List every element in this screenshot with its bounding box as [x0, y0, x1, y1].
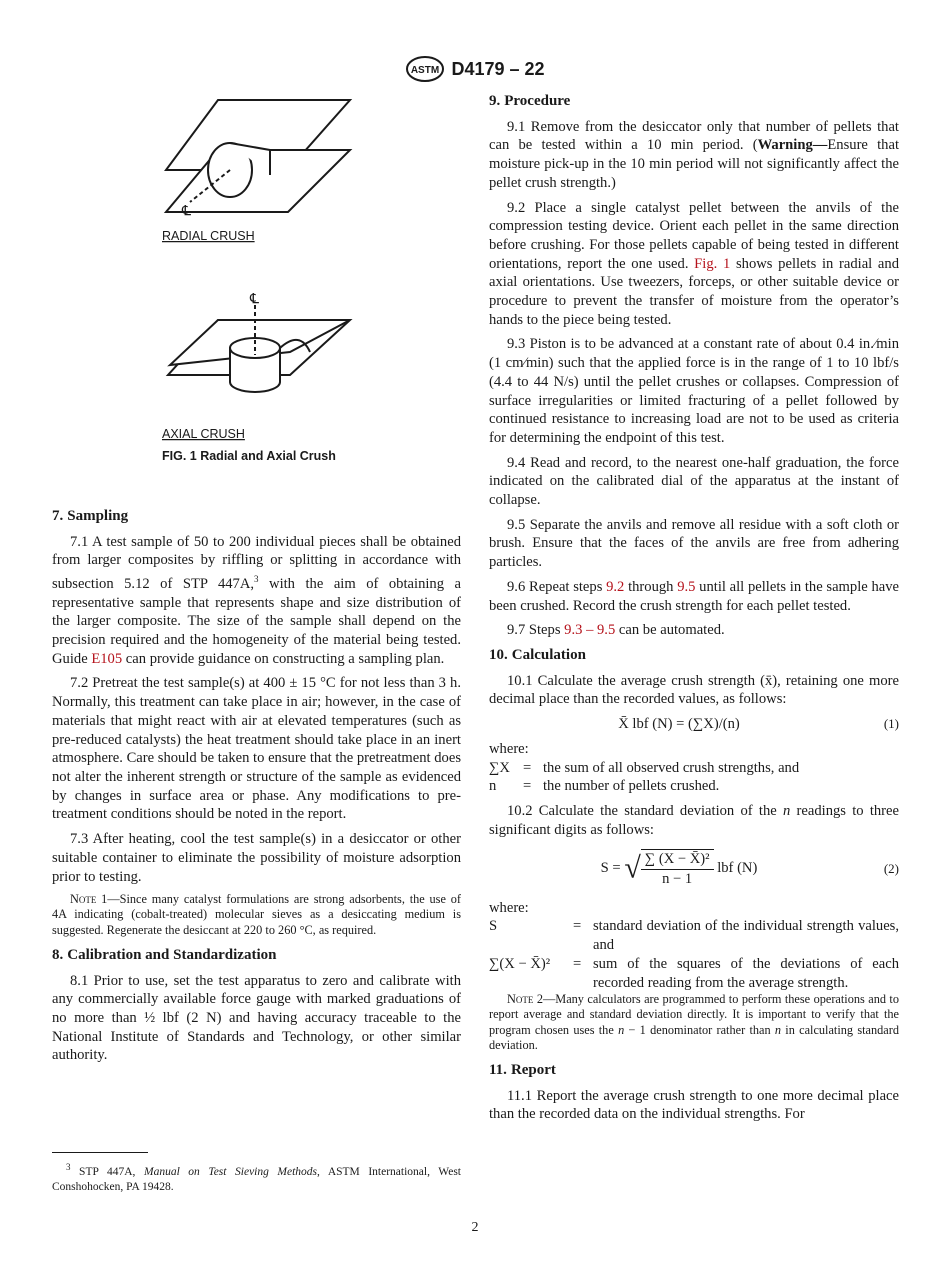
paragraph-9-3: 9.3 Piston is to be advanced at a constant rate of about 0.4 in.⁄min (1 cm⁄min) such that the applied force is in the range of 1 to 10 lbf/s (4.4 to 44 N/s) until the pellet crushes or collapses. Compression of surface irregularities or limited fracturing of a pellet followed by continued resistance to increasing load are not to be used as criteria for determining the endpoint of this test. — [489, 336, 899, 446]
svg-text:ASTM: ASTM — [411, 65, 440, 76]
equation-1: X̄ lbf (N) = (∑X)/(n) (1) — [618, 716, 899, 733]
definition-sum-x: ∑X = the sum of all observed crush strengths, and — [489, 759, 800, 776]
radial-centerline-symbol: ℄ — [182, 204, 191, 219]
paragraph-9-2: 9.2 Place a single catalyst pellet between the anvils of the compression testing device. Orient each pellet in the same direction before crushing. For those pellets capable of being tested in different orientations, report the one used. Fig. 1 shows pellets in radial and axial orientations. Use tweezers, forceps, or other suitable device or procedure to prevent the transfer of moisture from the operator’s hands to the piece being tested. — [489, 199, 899, 328]
paragraph-9-6: 9.6 Repeat steps 9.2 through 9.5 until all pellets in the sample have been crushed. Record the crush strength for each pellet tested. — [489, 578, 899, 614]
note-2: Note 2—Many calculators are programmed to perform these operations and to report average and standard deviation directly. It is important to verify that the program chosen uses the n − 1 denominator rather than n in calculating standard deviation. — [489, 992, 899, 1052]
link-9-2[interactable]: 9.2 — [606, 578, 625, 595]
link-9-3-9-5[interactable]: 9.3 – 9.5 — [564, 622, 616, 639]
section-9-heading: 9. Procedure — [489, 93, 571, 109]
right-column — [489, 92, 899, 1130]
paragraph-9-7: 9.7 Steps 9.3 – 9.5 can be automated. — [507, 622, 725, 639]
figure-caption: FIG. 1 Radial and Axial Crush — [162, 449, 336, 463]
paragraph-8-1: 8.1 Prior to use, set the test apparatus to zero and calibrate with any commercially available force gauge with marked graduations of no more than ½ lbf (2 N) and having accuracy traceable to the National Institute of Standards and Technology, or other similar authority. — [52, 972, 461, 1064]
footnote-divider — [52, 1152, 148, 1153]
paragraph-10-2: 10.2 Calculate the standard deviation of the n readings to three significant digits as follows: — [489, 802, 899, 838]
axial-centerline-symbol: ℄ — [250, 292, 259, 307]
paragraph-7-1: 7.1 A test sample of 50 to 200 individual pieces shall be obtained from larger composites by riffling or splitting in accordance with subsection 5.12 of STP 447A,$^3$ with the aim of obtaining a representative sample that represents shape and size distribution of the larger composite. The size of the sample shall depend on the precision required and the homogeneity of the material being tested. Guide E105 can provide guidance on constructing a sampling plan. — [52, 533, 461, 667]
paragraph-7-2: 7.2 Pretreat the test sample(s) at 400 ± 15 °C for not less than 3 h. Normally, this treatment can take place in air; however, in the case of materials that might react with air at elevated temperatures (such as pre-reduced catalysts) the heat treatment should take place in an inert atmosphere. Care should be taken to ensure that the pretreatment does not alter the inherent strength or structure of the sample as evidenced by changes in surface area or phase. Any modifications to pre-treatment conditions should be noted in the report. — [52, 675, 461, 823]
left-column — [52, 507, 461, 1071]
paragraph-9-4: 9.4 Read and record, to the nearest one-half graduation, the force indicated on the calibrated dial of the apparatus at the instant of collapse. — [489, 454, 899, 509]
section-7-heading: 7. Sampling — [52, 508, 129, 524]
astm-logo-icon — [405, 55, 445, 83]
section-8-heading: 8. Calibration and Standardization — [52, 946, 277, 963]
document-id: D4179 – 22 — [451, 58, 545, 79]
label-radial-crush: RADIAL CRUSH — [162, 229, 255, 243]
link-e105[interactable]: E105 — [91, 650, 123, 667]
section-11-heading: 11. Report — [489, 1062, 556, 1079]
figure-radial-axial-crush — [160, 90, 420, 470]
page-number: 2 — [471, 1220, 479, 1235]
where-label-2: where: — [489, 899, 529, 916]
paragraph-9-5: 9.5 Separate the anvils and remove all residue with a soft cloth or brush. Ensure that the faces of the anvils are free from adhering particles. — [489, 516, 899, 571]
footnote-3: $^3$ STP 447A, Manual on Test Sieving Methods, ASTM International, West Conshohocken, PA 19428. — [52, 1162, 461, 1193]
axial-crush-diagram — [168, 305, 350, 392]
definition-n: n = the number of pellets crushed. — [489, 778, 720, 795]
paragraph-10-1: 10.1 Calculate the average crush strength (x̄), retaining one more decimal place than the recorded values, as follows: — [489, 672, 899, 708]
definition-sum-squares: ∑(X − X̄)² = sum of the squares of the deviations of each recorded reading from the average strength. — [489, 955, 899, 991]
paragraph-9-1: 9.1 Remove from the desiccator only that number of pellets that can be tested within a 10 min period. (Warning—Ensure that moisture pick-up in the 10 min period will not significantly affect the pellet crush strength.) — [489, 118, 899, 191]
section-10-heading: 10. Calculation — [489, 646, 586, 663]
link-9-5[interactable]: 9.5 — [677, 578, 696, 595]
label-axial-crush: AXIAL CRUSH — [162, 427, 245, 441]
link-fig-1[interactable]: Fig. 1 — [694, 255, 731, 272]
radial-crush-diagram — [166, 100, 350, 212]
paragraph-7-3: 7.3 After heating, cool the test sample(s) in a desiccator or other suitable container to eliminate the possibility of moisture adsorption prior to testing. — [52, 831, 461, 885]
paragraph-11-1: 11.1 Report the average crush strength to one more decimal place than the recorded data on the individual strengths. For — [489, 1087, 899, 1123]
definition-s: S = standard deviation of the individual strength values, and — [489, 918, 899, 954]
where-label-1: where: — [489, 740, 529, 757]
equation-2: S = √ $\frac{\text{∑ (X − X̄)²}}{n - 1}$ lbf (N) (2) — [600, 851, 899, 888]
note-1: Note 1—Since many catalyst formulations are strong adsorbents, the use of 4A indicating (cobalt-treated) molecular sieves as a desiccating medium is suggested. Regenerate the desiccant at 220 to 260 °C, as required. — [52, 892, 461, 937]
page-header — [0, 55, 950, 83]
